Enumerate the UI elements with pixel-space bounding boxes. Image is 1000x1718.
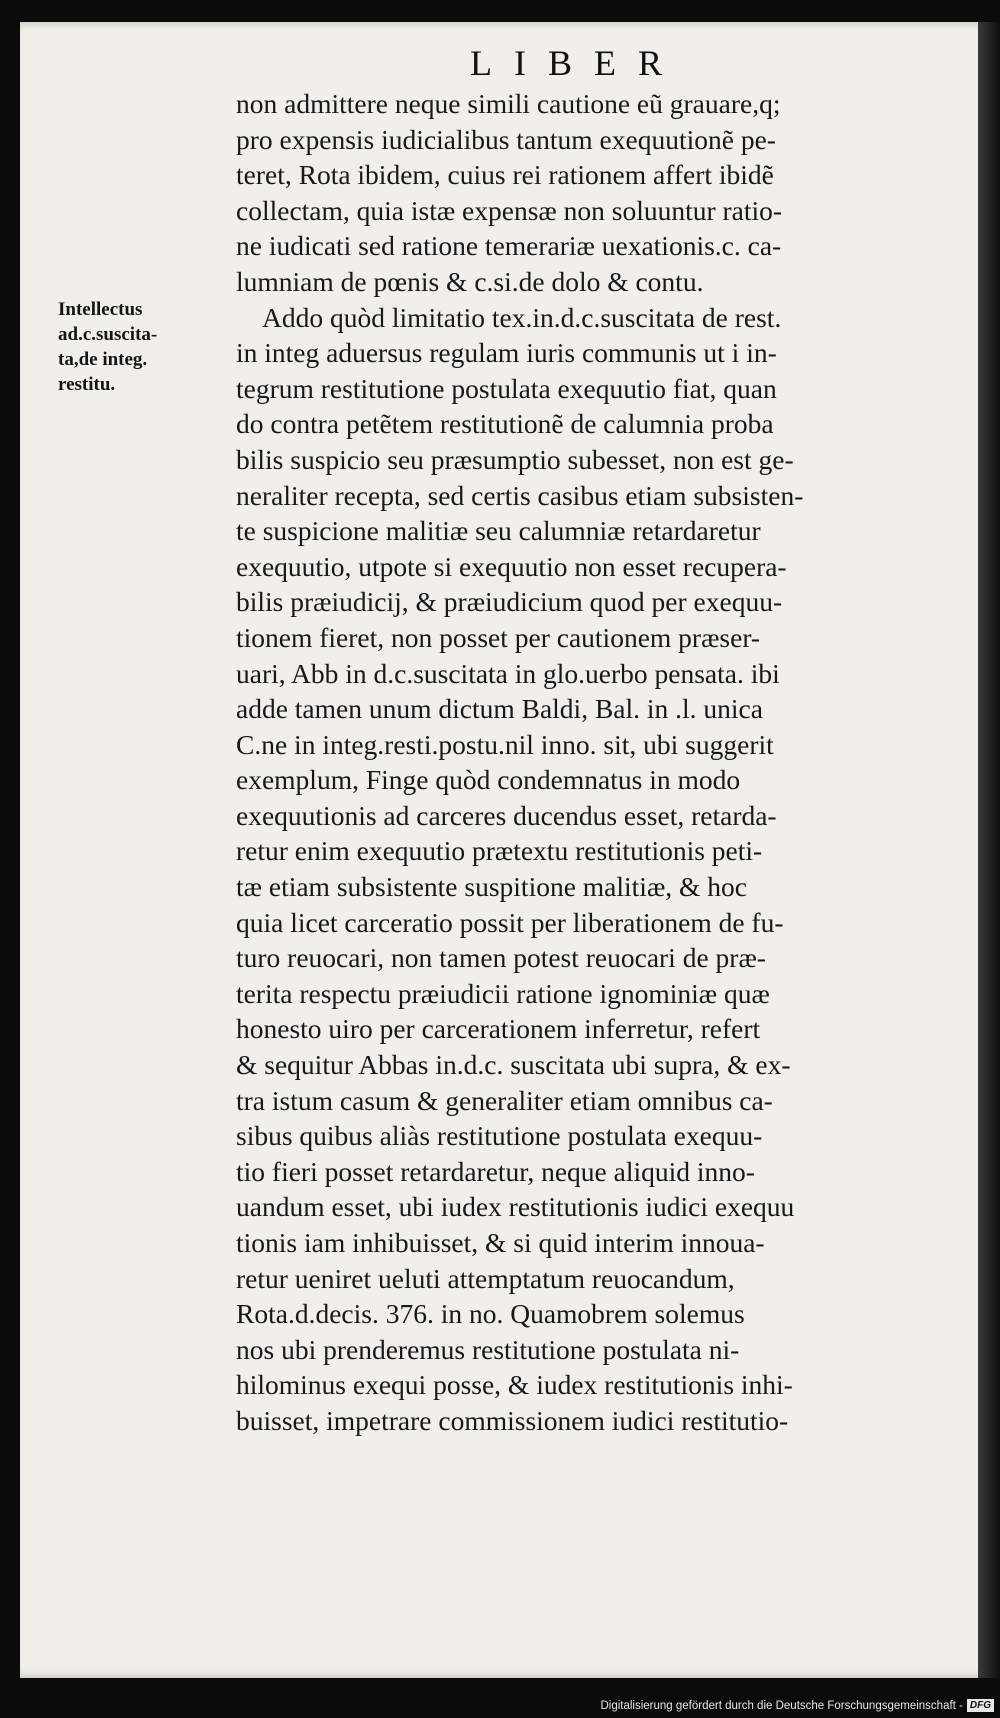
text-line: non admittere neque simili cautione eũ grauare,q; xyxy=(236,88,781,119)
text-line: pro expensis iudicialibus tantum exequutionẽ pe- xyxy=(236,123,776,155)
text-line: retur enim exequutio prætextu restitutionis peti- xyxy=(236,835,763,867)
text-line: te suspicione malitiæ seu calumniæ retardaretur xyxy=(236,515,761,547)
text-line: hilominus exequi posse, & iudex restitutionis inhi- xyxy=(236,1369,793,1401)
text-line: tegrum restitutione postulata exequutio fiat, quan xyxy=(236,372,777,404)
text-line: terita respectu præiudicii ratione ignominiæ quæ xyxy=(236,977,770,1009)
text-line: retur ueniret ueluti attemptatum reuocandum, xyxy=(236,1262,735,1294)
text-line: uandum esset, ubi iudex restitutionis iudici exequu xyxy=(236,1191,795,1223)
marginal-note-line: restitu. xyxy=(58,374,116,395)
running-head: LIBER xyxy=(470,43,684,83)
text-line: do contra petẽtem restitutionẽ de calumnia proba xyxy=(236,408,774,440)
text-line: tio fieri posset retardaretur, neque aliquid inno- xyxy=(236,1155,755,1187)
text-line: buisset, impetrare commissionem iudici restitutio- xyxy=(236,1404,789,1436)
text-line: exequutionis ad carceres ducendus esset, retarda- xyxy=(236,799,777,831)
dfg-logo: DFG xyxy=(967,1699,994,1712)
text-line: uari, Abb in d.c.suscitata in glo.uerbo pensata. ibi xyxy=(236,657,780,689)
text-line: exequutio, utpote si exequutio non esset recupera- xyxy=(236,550,787,582)
text-line: tæ etiam subsistente suspitione malitiæ, & hoc xyxy=(236,871,748,903)
text-line: & sequitur Abbas in.d.c. suscitata ubi supra, & ex- xyxy=(236,1049,791,1081)
text-line: quia licet carceratio possit per liberationem de fu- xyxy=(236,906,784,938)
text-line: lumniam de pœnis & c.si.de dolo & contu. xyxy=(236,265,704,297)
text-line: sibus quibus aliàs restitutione postulata exequu- xyxy=(236,1120,763,1152)
text-line: Addo quòd limitatio tex.in.d.c.suscitata de rest. xyxy=(236,301,782,333)
footer-credit xyxy=(600,1699,994,1712)
text-line: ne iudicati sed ratione temerariæ uexationis.c. ca- xyxy=(236,230,782,262)
text-line: teret, Rota ibidem, cuius rei rationem affert ibidẽ xyxy=(236,159,774,191)
marginal-note-line: ad.c.suscita- xyxy=(58,324,158,345)
text-line: C.ne in integ.resti.postu.nil inno. sit, ubi suggerit xyxy=(236,728,774,760)
text-line: bilis suspicio seu præsumptio subesset, non est ge- xyxy=(236,443,794,475)
text-line: exemplum, Finge quòd condemnatus in modo xyxy=(236,764,741,796)
text-line: tionem fieret, non posset per cautionem præser- xyxy=(236,621,761,653)
text-line: collectam, quia istæ expensæ non soluuntur ratio- xyxy=(236,194,783,226)
marginal-note-line: Intellectus xyxy=(58,299,143,320)
text-line: neraliter recepta, sed certis casibus etiam subsisten- xyxy=(236,479,804,511)
text-line: tra istum casum & generaliter etiam omnibus ca- xyxy=(236,1084,773,1116)
text-line: nos ubi prenderemus restitutione postulata ni- xyxy=(236,1333,740,1365)
text-line: turo reuocari, non tamen potest reuocari de præ- xyxy=(236,942,766,974)
text-line: adde tamen unum dictum Baldi, Bal. in .l. unica xyxy=(236,693,763,725)
text-line: honesto uiro per carcerationem inferretur, refert xyxy=(236,1013,761,1045)
marginal-note xyxy=(58,297,218,397)
book-spine-shadow xyxy=(978,22,1000,1678)
body-text xyxy=(236,86,948,1439)
text-line: in integ aduersus regulam iuris communis ut i in- xyxy=(236,337,777,369)
text-line: tionis iam inhibuisset, & si quid interim innoua- xyxy=(236,1227,765,1258)
marginal-note-line: ta,de integ. xyxy=(58,349,148,370)
text-line: bilis præiudicij, & præiudicium quod per exequu- xyxy=(236,586,783,618)
footer-text: Digitalisierung gefördert durch die Deutsche Forschungsgemeinschaft - xyxy=(600,1699,963,1712)
text-line: Rota.d.decis. 376. in no. Quamobrem solemus xyxy=(236,1298,745,1330)
